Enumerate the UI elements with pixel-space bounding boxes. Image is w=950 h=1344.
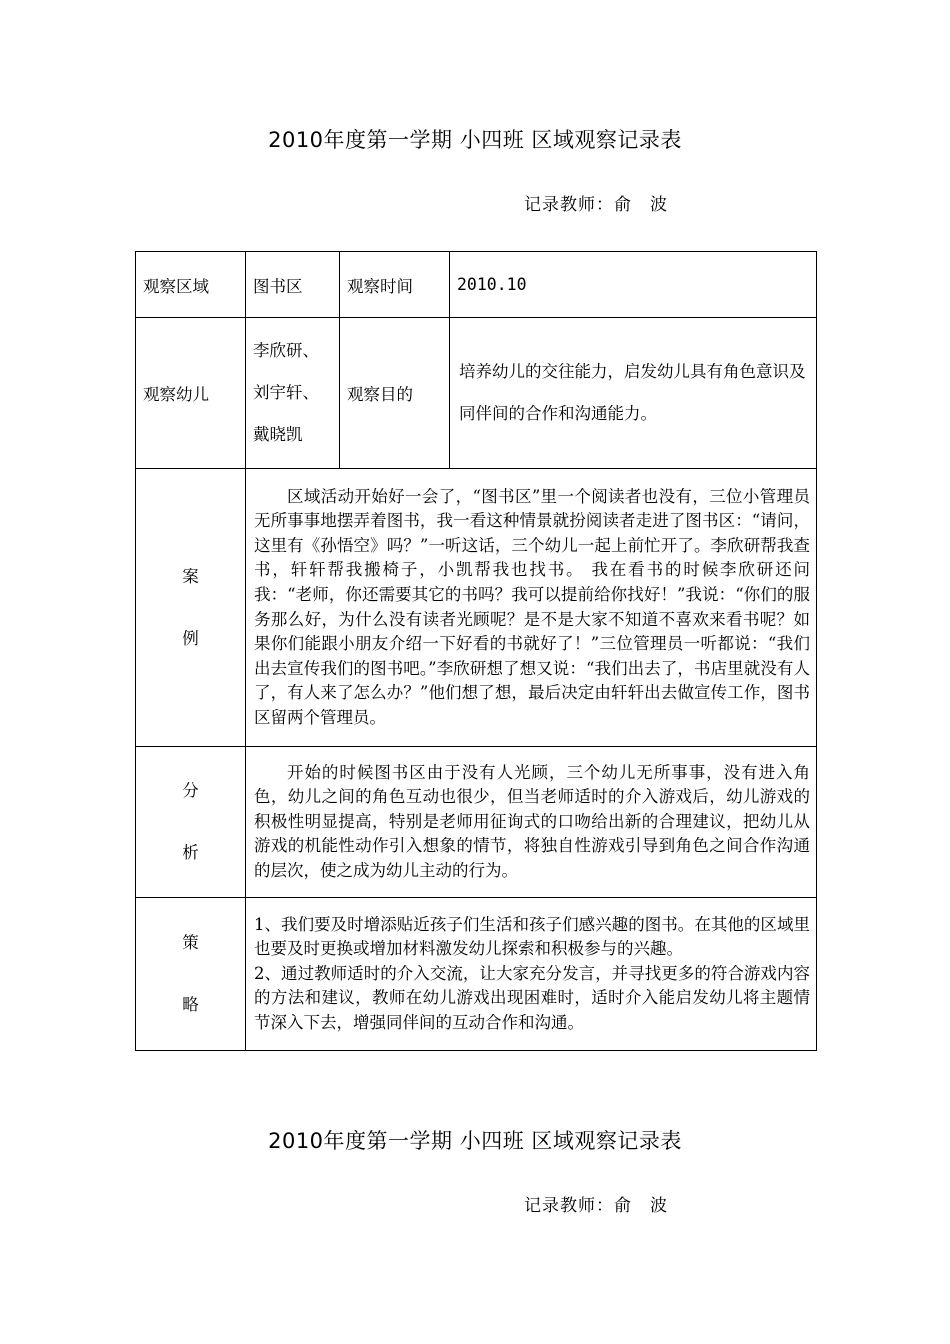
child-name: 李欣研、 <box>253 341 319 360</box>
observed-children <box>246 318 340 469</box>
teacher-label: 记录教师： <box>524 1196 614 1216</box>
table-row <box>136 318 817 469</box>
case-text: 区域活动开始好一会了，“图书区”里一个阅读者也没有，三位小管理员无所事事地摆弄着图书，我一看这种情景就扮阅读者走进了图书区：“请问，这里有《孙悟空》吗？”一听这话，三个幼儿一起上前忙开了。李欣研帮我查书，轩轩帮我搬椅子，小凯帮我也找书。 我在看书的时候李欣研还问我：“老师，你还需要其它的书吗？我可以提前给你找好！”我说：“你们的服务那么好，为什么没有读者光顾呢？是不是大家不知道不喜欢来看书呢？如果你们能跟小朋友介绍一下好看的书就好了！”三位管理员一听都说：“我们出去宣传我们的图书吧。”李欣研想了想又说：“我们出去了，书店里就没有人了，有人来了怎么办？”他们想了想，最后决定由轩轩出去做宣传工作，图书区留两个管理员。 <box>246 469 817 747</box>
strategy-text <box>246 898 817 1051</box>
page-title: 2010年度第一学期 小四班 区域观察记录表 <box>268 128 682 152</box>
teacher-name-second: 波 <box>650 1196 668 1216</box>
teacher-name-second: 波 <box>650 195 668 215</box>
time-label: 观察时间 <box>340 252 450 318</box>
analysis-text: 开始的时候图书区由于没有人光顾，三个幼儿无所事事，没有进入角色，幼儿之间的角色互动也很少，但当老师适时的介入游戏后，幼儿游戏的积极性明显提高，特别是老师用征询式的口吻给出新的合理建议，把幼儿从游戏的机能性动作引入想象的情节，将独自性游戏引导到角色之间合作沟通的层次，使之成为幼儿主动的行为。 <box>246 747 817 898</box>
page-title-repeat: 2010年度第一学期 小四班 区域观察记录表 <box>268 1129 682 1153</box>
recording-teacher-repeat <box>524 1191 668 1216</box>
strategy-item: 2、通过教师适时的介入交流，让大家充分发言，并寻找更多的符合游戏内容的方法和建议，教师在幼儿游戏出现困难时，适时介入能启发幼儿将主题情节深入下去，增强同伴间的互动合作和沟通。 <box>254 963 810 1032</box>
area-label: 观察区域 <box>136 252 246 318</box>
observation-record-table <box>135 251 817 1051</box>
table-row <box>136 898 817 1051</box>
area-value: 图书区 <box>246 252 340 318</box>
recording-teacher <box>524 190 668 215</box>
teacher-name-first: 俞 <box>614 1196 632 1216</box>
teacher-name-first: 俞 <box>614 195 632 215</box>
table-row <box>136 469 817 747</box>
time-value: 2010.10 <box>450 252 817 318</box>
table-row <box>136 252 817 318</box>
child-name: 刘宇轩、 <box>253 383 319 402</box>
case-label: 案 例 <box>136 469 246 747</box>
teacher-label: 记录教师： <box>524 195 614 215</box>
children-label: 观察幼儿 <box>136 318 246 469</box>
purpose-value: 培养幼儿的交往能力，启发幼儿具有角色意识及同伴间的合作和沟通能力。 <box>450 318 817 469</box>
child-name: 戴晓凯 <box>253 425 303 444</box>
table-row <box>136 747 817 898</box>
strategy-item: 1、我们要及时增添贴近孩子们生活和孩子们感兴趣的图书。在其他的区域里也要及时更换或增加材料激发幼儿探索和积极参与的兴趣。 <box>254 914 810 959</box>
analysis-label: 分 析 <box>136 747 246 898</box>
strategy-label: 策 略 <box>136 898 246 1051</box>
purpose-label: 观察目的 <box>340 318 450 469</box>
